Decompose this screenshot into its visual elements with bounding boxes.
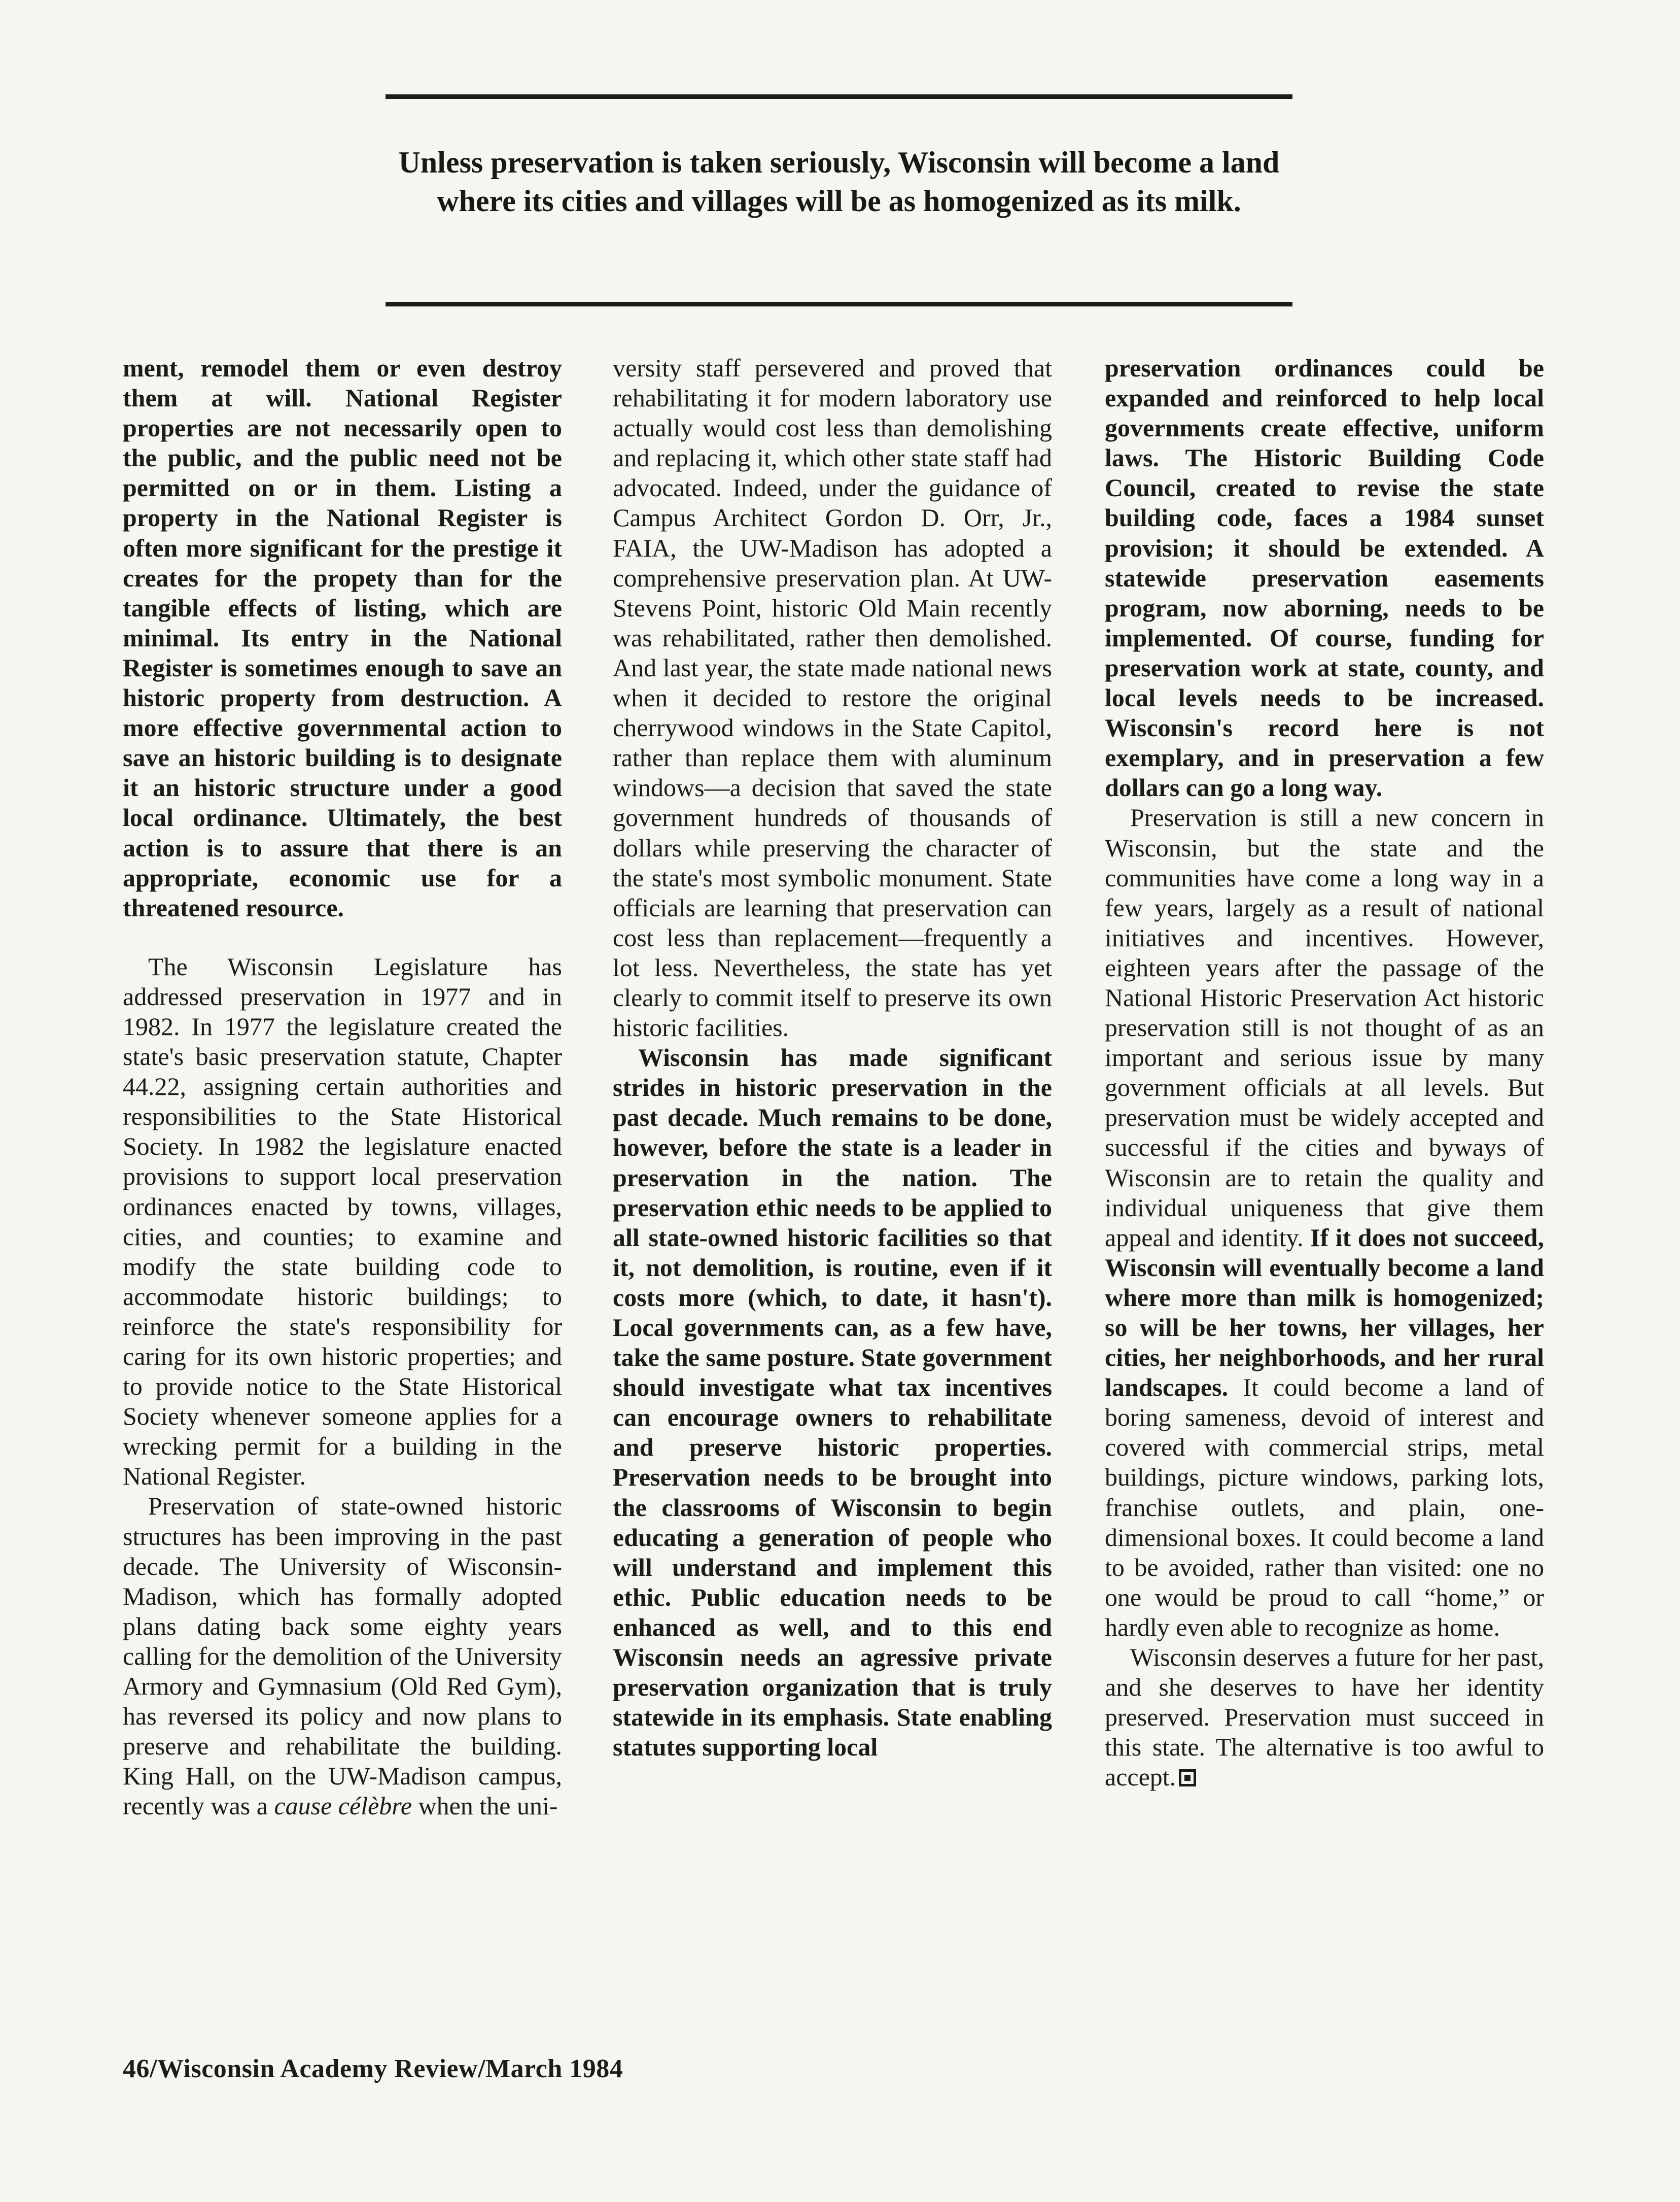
text-run-bold: If it does not succeed, Wisconsin will eventually become a land where more than milk is homogenized; so will be her towns, her villages, her cities, her neighborhoods, and her rural landscapes.: [1105, 1223, 1544, 1402]
page-footer: 46/Wisconsin Academy Review/March 1984: [123, 2054, 623, 2083]
text-run: Wisconsin deserves a future for her past, and she deserves to have her identity preserved. Preservation must succeed in this state. The alternative is too awful to accept.: [1105, 1643, 1544, 1792]
text-run: preservation ordinances could be expanded and reinforced to help local governments create effective, uniform laws. The Historic Building Code Council, created to revise the state building code, faces a 1984 sunset provision; it should be extended. A statewide preservation easements program, now aborning, needs to be implemented. Of course, funding for preservation work at state, county, and local levels needs to be increased. Wisconsin's record here is not exemplary, and in preservation a few dollars can go a long way.: [1105, 354, 1544, 802]
end-of-article-box-icon: [1179, 1769, 1196, 1786]
column-2: [613, 353, 1052, 1762]
column-3: [1105, 353, 1544, 1793]
text-run: when the uni-: [412, 1792, 558, 1820]
column-3-paragraph-3: [1105, 1642, 1544, 1792]
text-run-italic: cause célèbre: [274, 1792, 412, 1820]
pull-quote: Unless preservation is taken seriously, Wisconsin will become a land where its cities and villages will be as homogenized as its milk.: [398, 146, 1280, 218]
column-3-paragraph-2: [1105, 803, 1544, 1642]
text-run: Preservation of state-owned historic structures has been improving in the past decade. The University of Wisconsin-Madison, which has formally adopted plans dating back some eighty years calling for the demolition of the University Armory and Gymnasium (Old Red Gym), has reversed its policy and now plans to preserve and rehabilitate the building. King Hall, on the UW-Madison campus, recently was a: [123, 1492, 562, 1820]
column-3-paragraph-1: [1105, 353, 1544, 803]
text-run: Wisconsin has made significant strides in historic preservation in the past decade. Much remains to be done, however, before the state is a leader in preservation in the nation. The preservation ethic needs to be applied to all state-owned historic facilities so that it, not demolition, is routine, even if it costs more (which, to date, it hasn't). Local governments can, as a few have, take the same posture. State government should investigate what tax incentives can encourage owners to rehabilitate and preserve historic properties. Preservation needs to be brought into the classrooms of Wisconsin to begin educating a generation of people who will understand and implement this ethic. Public education needs to be enhanced as well, and to this end Wisconsin needs an agressive private preservation organization that is truly statewide in its emphasis. State enabling statutes supporting local: [613, 1043, 1052, 1762]
column-2-paragraph-2: [613, 1043, 1052, 1762]
column-2-paragraph-1: [613, 353, 1052, 1043]
column-1: [123, 353, 562, 1821]
column-1-paragraph-3: [123, 1491, 562, 1821]
column-1-paragraph-2: [123, 952, 562, 1492]
pull-quote-rule-top: [386, 94, 1292, 99]
text-run: The Wisconsin Legislature has addressed preservation in 1977 and in 1982. In 1977 the legislature created the state's basic preservation statute, Chapter 44.22, assigning certain authorities and responsibilities to the State Historical Society. In 1982 the legislature enacted provisions to support local preservation ordinances enacted by towns, villages, cities, and counties; to examine and modify the state building code to accommodate historic buildings; to reinforce the state's responsibility for caring for its own historic properties; and to provide notice to the State Historical Society whenever someone applies for a wrecking permit for a building in the National Register.: [123, 952, 562, 1491]
text-run: ment, remodel them or even destroy them at will. National Register properties are not necessarily open to the public, and the public need not be permitted on or in them. Listing a property in the National Register is often more significant for the prestige it creates for the propety than for the tangible effects of listing, which are minimal. Its entry in the National Register is sometimes enough to save an historic property from destruction. A more effective governmental action to save an historic building is to designate it an historic structure under a good local ordinance. Ultimately, the best action is to assure that there is an appropriate, economic use for a threatened resource.: [123, 354, 562, 922]
column-1-paragraph-1: [123, 353, 562, 923]
text-run: versity staff persevered and proved that rehabilitating it for modern laboratory use actually would cost less than demolishing and replacing it, which other state staff had advocated. Indeed, under the guidance of Campus Architect Gordon D. Orr, Jr., FAIA, the UW-Madison has adopted a comprehensive preservation plan. At UW-Stevens Point, historic Old Main recently was rehabilitated, rather then demolished. And last year, the state made national news when it decided to restore the original cherrywood windows in the State Capitol, rather than replace them with aluminum windows—a decision that saved the state government hundreds of thousands of dollars while preserving the character of the state's most symbolic monument. State officials are learning that preservation can cost less than replacement—frequently a lot less. Nevertheless, the state has yet clearly to commit itself to preserve its own historic facilities.: [613, 354, 1052, 1042]
text-run: It could become a land of boring sameness, devoid of interest and covered with commercial strips, metal buildings, picture windows, parking lots, franchise outlets, and plain, one-dimensional boxes. It could become a land to be avoided, rather than visited: one no one would be proud to call “home,” or hardly even able to recognize as home.: [1105, 1373, 1544, 1641]
text-run: Preservation is still a new concern in Wisconsin, but the state and the communities have come a long way in a few years, largely as a result of national initiatives and incentives. However, eighteen years after the passage of the National Historic Preservation Act historic preservation still is not thought of as an important and serious issue by many government officials at all levels. But preservation must be widely accepted and successful if the cities and byways of Wisconsin are to retain the quality and individual uniqueness that give them appeal and identity.: [1105, 803, 1544, 1252]
pull-quote-rule-bottom: [386, 302, 1292, 306]
